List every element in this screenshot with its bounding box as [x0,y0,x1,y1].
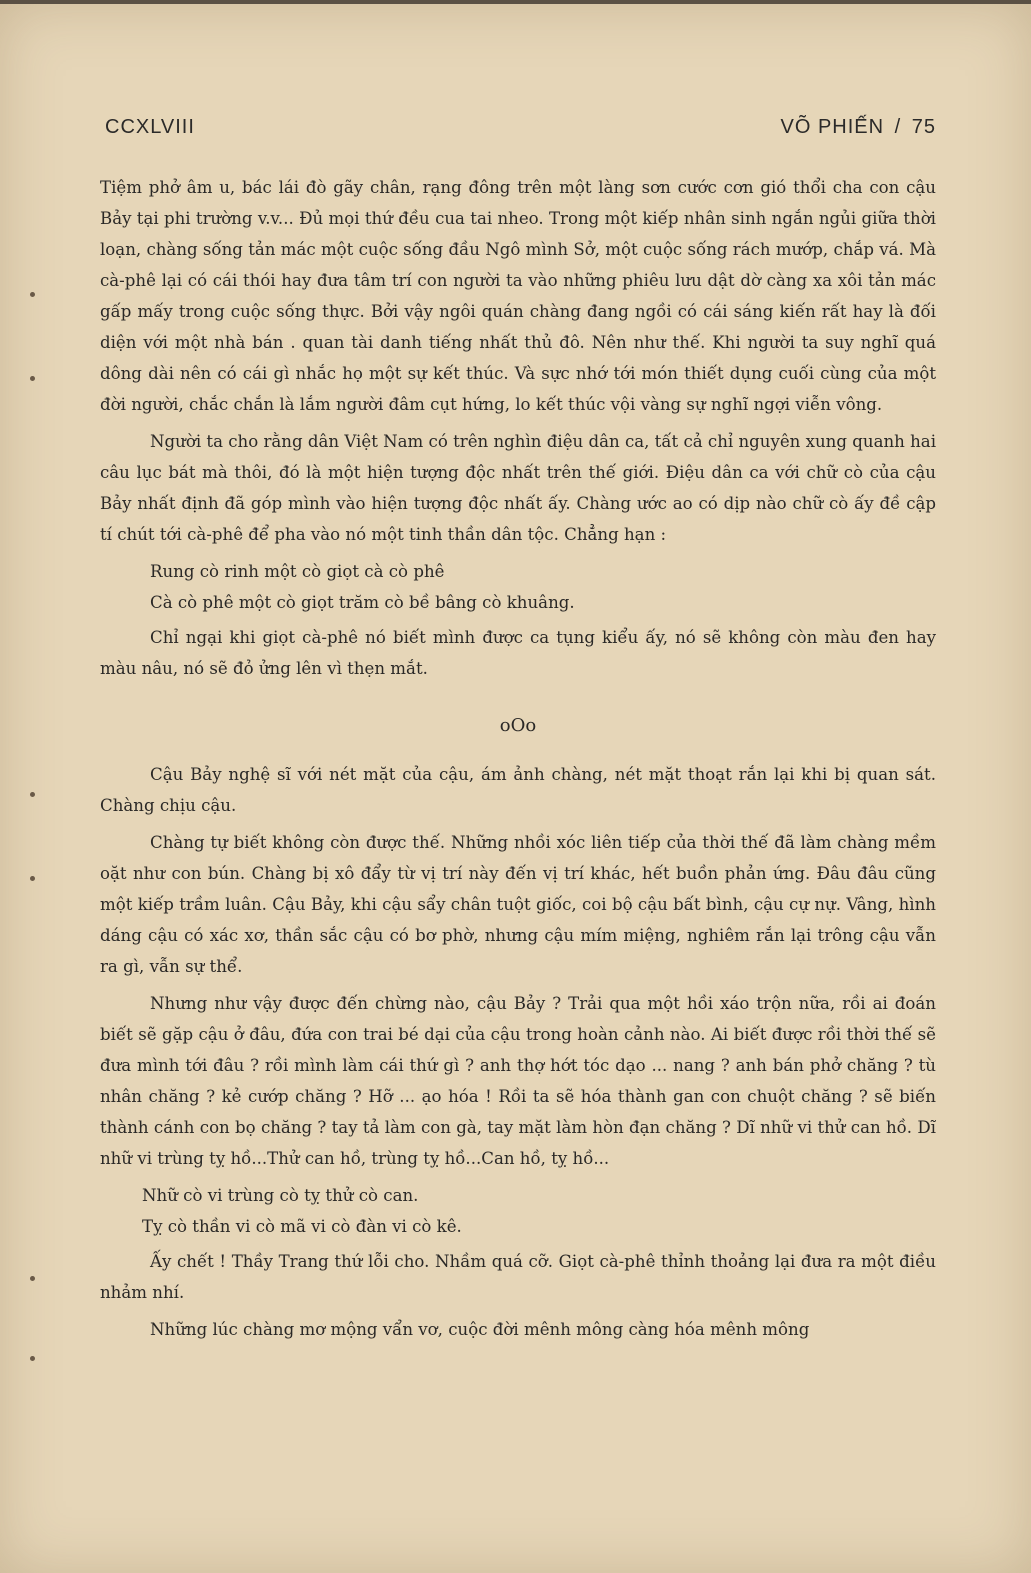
author-name: VÕ PHIẾN [780,116,885,138]
binding-hole [30,292,35,297]
paragraph: Người ta cho rằng dân Việt Nam có trên nghìn điệu dân ca, tất cả chỉ nguyên xung quanh hai câu lục bát mà thôi, đó là một hiện tượng độc nhất trên thế giới. Điệu dân ca với chữ cò của cậu Bảy nhất định đã góp mình vào hiện tượng độc nhất ấy. Chàng ước ao có dịp nào chữ cò ấy đề cập tí chút tới cà-phê để pha vào nó một tinh thần dân tộc. Chẳng hạn : [100,432,937,544]
paragraph: Cậu Bảy nghệ sĩ với nét mặt của cậu, ám ảnh chàng, nét mặt thoạt rắn lại khi bị quan sát. Chàng chịu cậu. [100,765,936,815]
author-page-number [776,116,936,139]
verse-block [150,556,936,618]
paragraph: Tiệm phở âm u, bác lái đò gãy chân, rạng đông trên một làng sơn cước cơn gió thổi cha con cậu Bảy tại phi trường v.v... Đủ mọi thứ đều cua tai nheo. Trong một kiếp nhân sinh ngắn ngủi giữa thời loạn, chàng sống tản mác một cuộc sống đầu Ngô mình Sở, một cuộc sống rách mướp, chắp vá. Mà cà-phê lại có cái thói hay đưa tâm trí con người ta vào những phiêu lưu dật dờ càng xa xôi tản mác gấp mấy trong cuộc sống thực. Bởi vậy ngôi quán chàng đang ngồi có cái sáng kiến rất hay là đối diện với một nhà bán . quan tài danh tiếng nhất thủ đô. Nên như thế. Khi người ta suy nghĩ quá dông dài nên có cái gì nhắc họ một sự kết thúc. Và sực nhớ tới món thiết dụng cuối cùng của một đời người, chắc chắn là lắm người đâm cụt hứng, lo kết thúc vội vàng sự nghĩ ngợi viễn vông. [100,178,936,414]
verse-block [142,1180,936,1242]
verse-line: Cà cò phê một cò giọt trăm cò bề bâng cò khuâng. [150,593,575,612]
running-head [105,116,936,139]
paragraph: Ấy chết ! Thầy Trang thứ lỗi cho. Nhầm quá cỡ. Giọt cà-phê thỉnh thoảng lại đưa ra một điều nhảm nhí. [100,1252,936,1302]
binding-hole [30,1276,35,1281]
binding-hole [30,792,35,797]
binding-hole [30,1356,35,1361]
paragraph: Nhưng như vậy được đến chừng nào, cậu Bảy ? Trải qua một hồi xáo trộn nữa, rồi ai đoán biết sẽ gặp cậu ở đâu, đứa con trai bé dại của cậu trong hoàn cảnh nào. Ai biết được rồi thời thế sẽ đưa mình tới đâu ? rồi mình làm cái thứ gì ? anh thợ hớt tóc dạo ... nang ? anh bán phở chăng ? tù nhân chăng ? kẻ cướp chăng ? Hỡ ... ạo hóa ! Rồi ta sẽ hóa thành gan con chuột chăng ? sẽ biến thành cánh con bọ chăng ? tay tả làm con gà, tay mặt làm hòn đạn chăng ? Dĩ nhữ vi thử can hồ. Dĩ nhữ vi trùng tỵ hồ...Thử can hồ, trùng tỵ hồ...Can hồ, tỵ hồ... [100,994,936,1168]
paragraph: Chỉ ngại khi giọt cà-phê nó biết mình được ca tụng kiểu ấy, nó sẽ không còn màu đen hay màu nâu, nó sẽ đỏ ửng lên vì thẹn mắt. [100,628,936,678]
separator-mark: / [894,116,902,138]
paragraph: Chàng tự biết không còn được thế. Những nhồi xóc liên tiếp của thời thế đã làm chàng mềm oặt như con bún. Chàng bị xô đẩy từ vị trí này đến vị trí khác, hết buồn phản ứng. Đâu đâu cũng một kiếp trầm luân. Cậu Bảy, khi cậu sẩy chân tuột giốc, coi bộ cậu bất bình, cậu cự nự. Vâng, hình dáng cậu có xác xơ, thần sắc cậu có bơ phờ, nhưng cậu mím miệng, nghiêm rắn lại trông cậu vẫn ra gì, vẫn sự thể. [100,833,936,976]
verse-line: Nhữ cò vi trùng cò tỵ thử cò can. [142,1186,419,1205]
verse-line: Tỵ cò thần vi cò mã vi cò đàn vi cò kê. [142,1217,462,1236]
binding-hole [30,876,35,881]
page-body-text [100,172,936,1351]
paragraph: Những lúc chàng mơ mộng vẩn vơ, cuộc đời mênh mông càng hóa mênh mông [150,1320,810,1339]
binding-hole [30,376,35,381]
verse-line: Rung cò rinh một cò giọt cà cò phê [150,562,445,581]
page-number: 75 [911,116,936,138]
chapter-number: CCXLVIII [105,116,195,138]
section-divider: oOo [499,715,537,736]
